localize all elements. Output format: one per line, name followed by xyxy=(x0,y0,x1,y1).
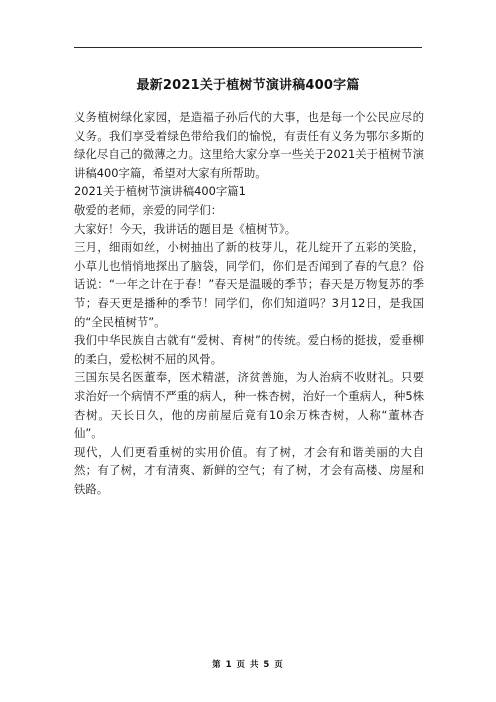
modern-paragraph: 现代，人们更看重树的实用价值。有了树，才会有和谐美丽的大自然；有了树，才有清爽、新鲜的空气；有了树，才会有高楼、房屋和铁路。 xyxy=(74,444,424,496)
greeting-paragraph: 大家好！今天，我讲话的题目是《植树节》。 xyxy=(74,221,297,236)
section-heading: 2021关于植树节演讲稿400字篇1 xyxy=(74,184,246,199)
intro-paragraph: 义务植树绿化家园，是造福子孙后代的大事，也是每一个公民应尽的义务。我们享受着绿色带给我们的愉悦，有责任有义务为鄂尔多斯的绿化尽自己的微薄之力。这里给大家分享一些关于2021关于植树节演讲稿400字篇，希望对大家有所帮助。 xyxy=(74,110,424,180)
dongfeng-paragraph: 三国东吴名医董奉，医术精湛，济贫善施，为人治病不收财礼。只要求治好一个病情不严重的病人，种一株杏树，治好一个重病人，种5株杏树。天长日久，他的房前屋后竟有10余万株杏树，人称“董林杏仙”。 xyxy=(74,370,424,441)
document-body xyxy=(74,108,424,498)
spring-paragraph: 三月，细雨如丝，小树抽出了新的枝芽儿，花儿绽开了五彩的笑脸，小草儿也悄悄地探出了脑袋，同学们，你们是否闻到了春的气息？俗话说：“一年之计在于春！”春天是温暖的季节；春天是万物复苏的季节；春天更是播种的季节！同学们，你们知道吗？3月12日，是我国的“全民植树节”。 xyxy=(74,240,424,329)
salutation: 敬爱的老师，亲爱的同学们： xyxy=(74,202,223,217)
header-rule xyxy=(74,47,422,48)
document-title: 最新2021关于植树节演讲稿400字篇 xyxy=(136,78,360,93)
page-footer: 第 1 页 共 5 页 xyxy=(212,660,284,670)
tradition-paragraph: 我们中华民族自古就有“爱树、育树”的传统。爱白杨的挺拔，爱垂柳的柔白，爱松树不屈的风骨。 xyxy=(74,333,424,366)
